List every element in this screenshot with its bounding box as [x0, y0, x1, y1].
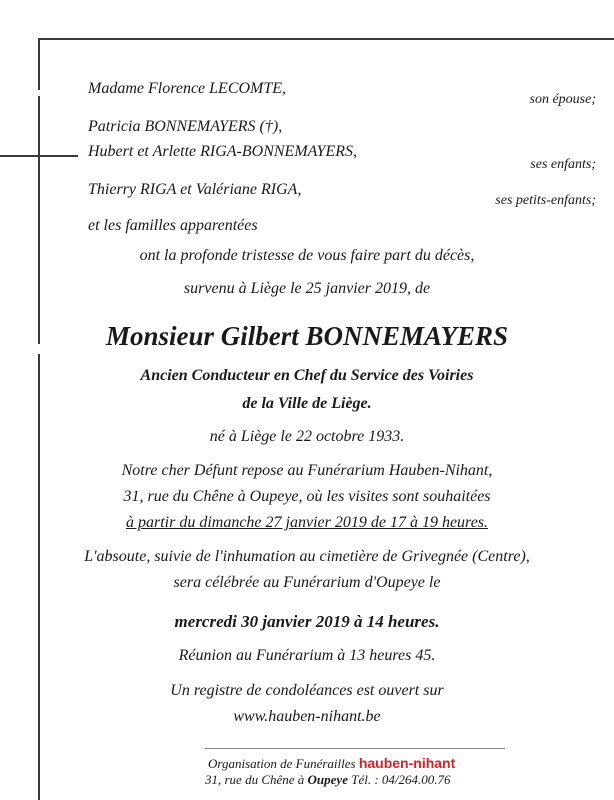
announcement-text: survenu à Liège le 25 janvier 2019, de: [183, 280, 431, 297]
announcement-text: ont la profonde tristesse de vous faire part du décès,: [139, 247, 475, 264]
family-relation: ses enfants;: [530, 157, 596, 172]
footer-divider: [205, 748, 505, 749]
footer-phone: Tél. : 04/264.00.76: [351, 772, 451, 787]
visitation-text: 31, rue du Chêne à Oupeye, où les visites sont souhaitées: [123, 488, 491, 505]
brand-logo: hauben-nihant: [358, 755, 456, 771]
family-relation: son épouse;: [529, 92, 596, 107]
visitation-hours: à partir du dimanche 27 janvier 2019 de 17 à 19 heures.: [125, 514, 489, 531]
condolences-url[interactable]: www.hauben-nihant.be: [233, 708, 381, 725]
cross-icon: [0, 155, 78, 157]
family-member: et les familles apparentées: [88, 217, 258, 234]
footer-address-street: 31, rue du Chêne à: [205, 772, 305, 787]
frame-left-rule: [38, 96, 40, 344]
condolences-text: Un registre de condoléances est ouvert sur: [170, 682, 444, 699]
family-member: Thierry RIGA et Valériane RIGA,: [88, 181, 302, 198]
ceremony-text: L'absoute, suivie de l'inhumation au cimetière de Grivegnée (Centre),: [84, 548, 530, 565]
frame-left-rule: [38, 38, 40, 90]
footer-org-label: Organisation de Funérailles: [208, 756, 356, 771]
footer-org: [208, 755, 455, 772]
family-member: Madame Florence LECOMTE,: [88, 80, 287, 97]
ceremony-date: mercredi 30 janvier 2019 à 14 heures.: [174, 612, 440, 631]
visitation-text: Notre cher Défunt repose au Funérarium Hauben-Nihant,: [121, 462, 493, 479]
meeting-text: Réunion au Funérarium à 13 heures 45.: [178, 647, 436, 664]
ceremony-text: sera célébrée au Funérarium d'Oupeye le: [173, 574, 441, 591]
deceased-title: Ancien Conducteur en Chef du Service des Voiries: [140, 367, 474, 384]
footer-address-town: Oupeye: [307, 772, 348, 787]
family-relation: ses petits-enfants;: [495, 193, 596, 208]
family-member: Patricia BONNEMAYERS (†),: [88, 118, 283, 135]
frame-top-rule: [38, 38, 614, 40]
footer-address: [205, 772, 451, 788]
deceased-name: Monsieur Gilbert BONNEMAYERS: [105, 321, 509, 351]
family-member: Hubert et Arlette RIGA-BONNEMAYERS,: [88, 143, 357, 160]
deceased-title: de la Ville de Liège.: [242, 395, 372, 412]
birth-info: né à Liège le 22 octobre 1933.: [209, 428, 405, 445]
